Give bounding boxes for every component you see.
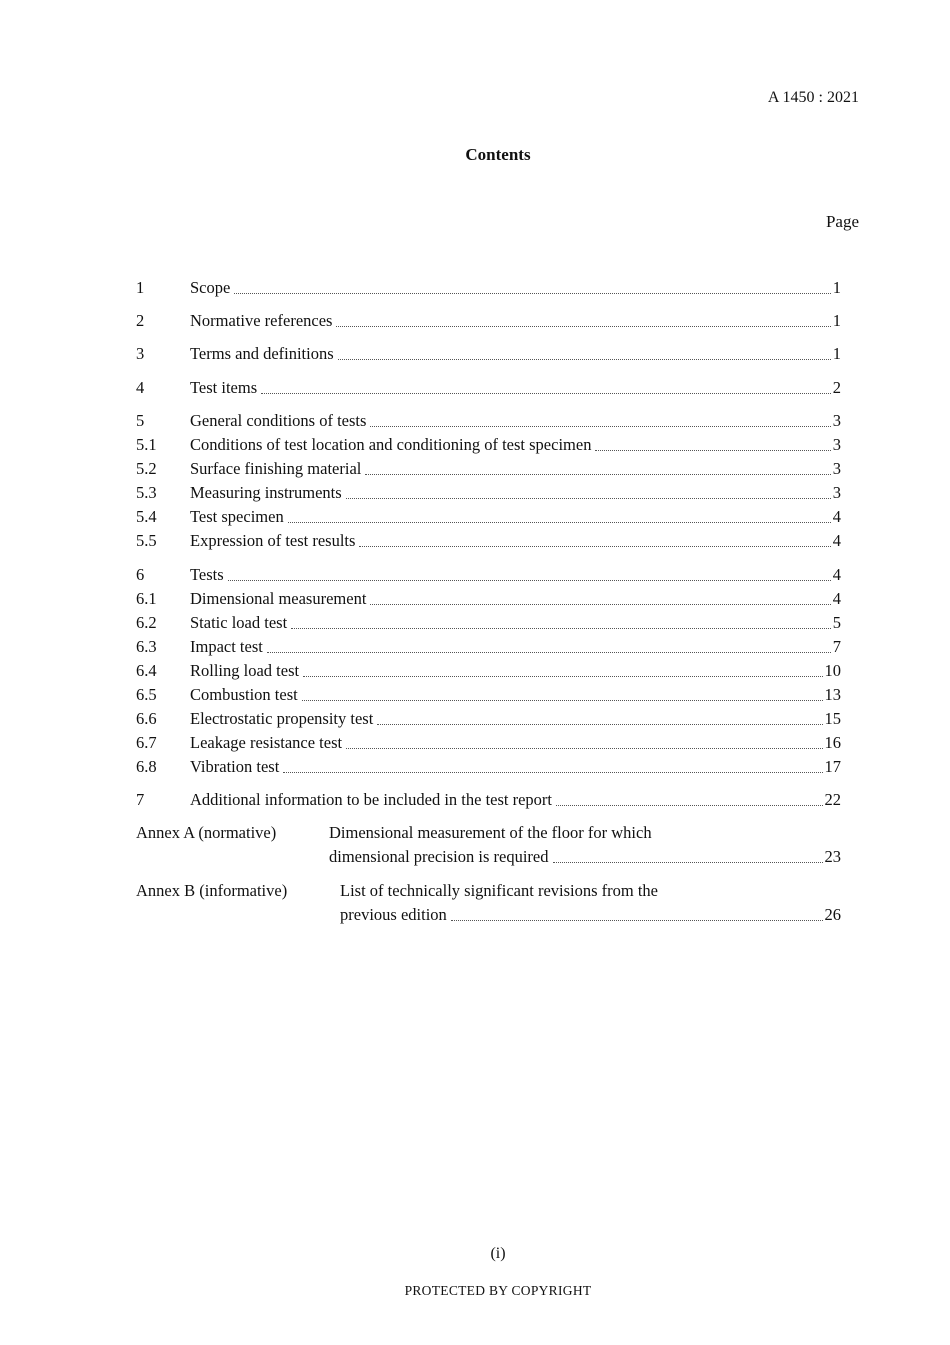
- leader-dots: [359, 546, 830, 547]
- annex-title-line: List of technically significant revisions from the: [340, 881, 659, 900]
- toc-label: Dimensional measurement: [190, 589, 367, 608]
- toc-number: 5.5: [136, 531, 157, 550]
- toc-number: 6.4: [136, 661, 157, 680]
- annex-title-continuation: [329, 847, 841, 867]
- toc-label: Electrostatic propensity test: [190, 709, 374, 728]
- toc-label: Test items: [190, 378, 258, 397]
- leader-dots: [451, 920, 823, 921]
- toc-number: 1: [136, 278, 145, 297]
- toc-page: 4: [832, 507, 841, 526]
- page-title: Contents: [465, 145, 531, 164]
- leader-dots: [365, 474, 830, 475]
- leader-dots: [336, 326, 830, 327]
- toc-entry[interactable]: [136, 613, 841, 635]
- leader-dots: [261, 393, 831, 394]
- toc-label: Expression of test results: [190, 531, 356, 550]
- toc-entry[interactable]: [136, 483, 841, 505]
- annex-title-line: dimensional precision is required: [329, 847, 549, 866]
- table-of-contents: [136, 0, 841, 1345]
- toc-number: 6.1: [136, 589, 157, 608]
- annex-heading: Annex B (informative): [136, 881, 288, 900]
- toc-number: 4: [136, 378, 145, 397]
- toc-page: 2: [832, 378, 841, 397]
- toc-page: 7: [832, 637, 841, 656]
- toc-number: 5.4: [136, 507, 157, 526]
- toc-entry[interactable]: [136, 344, 841, 366]
- toc-page: 1: [832, 344, 841, 363]
- toc-number: 2: [136, 311, 145, 330]
- toc-entry[interactable]: [136, 790, 841, 812]
- toc-entry[interactable]: [136, 411, 841, 433]
- toc-page: 13: [824, 685, 841, 704]
- leader-dots: [234, 293, 830, 294]
- annex-a-entry[interactable]: [136, 823, 841, 871]
- leader-dots: [553, 862, 823, 863]
- toc-label: Combustion test: [190, 685, 298, 704]
- leader-dots: [283, 772, 822, 773]
- toc-number: 5: [136, 411, 145, 430]
- toc-entry[interactable]: [136, 278, 841, 300]
- toc-entry[interactable]: [136, 378, 841, 400]
- leader-dots: [303, 676, 822, 677]
- toc-number: 6.8: [136, 757, 157, 776]
- toc-label: General conditions of tests: [190, 411, 367, 430]
- toc-number: 5.3: [136, 483, 157, 502]
- leader-dots: [228, 580, 831, 581]
- toc-page: 26: [824, 905, 841, 924]
- annex-b-entry[interactable]: [136, 881, 841, 929]
- toc-label: Scope: [190, 278, 231, 297]
- copyright-notice: PROTECTED BY COPYRIGHT: [404, 1283, 592, 1298]
- leader-dots: [346, 498, 831, 499]
- toc-page: 1: [832, 278, 841, 297]
- toc-entry[interactable]: [136, 637, 841, 659]
- toc-label: Vibration test: [190, 757, 280, 776]
- toc-page: 4: [832, 589, 841, 608]
- toc-entry[interactable]: [136, 757, 841, 779]
- leader-dots: [595, 450, 830, 451]
- toc-number: 6.6: [136, 709, 157, 728]
- toc-page: 10: [824, 661, 841, 680]
- toc-entry[interactable]: [136, 311, 841, 333]
- toc-number: 3: [136, 344, 145, 363]
- toc-page: 4: [832, 565, 841, 584]
- toc-page: 16: [824, 733, 841, 752]
- toc-label: Rolling load test: [190, 661, 300, 680]
- leader-dots: [377, 724, 822, 725]
- toc-page: 3: [832, 435, 841, 454]
- toc-label: Additional information to be included in the test report: [190, 790, 553, 809]
- leader-dots: [288, 522, 831, 523]
- toc-entry[interactable]: [136, 459, 841, 481]
- page-column-label: Page: [825, 212, 859, 231]
- toc-label: Terms and definitions: [190, 344, 334, 363]
- annex-title-line: previous edition: [340, 905, 447, 924]
- leader-dots: [346, 748, 822, 749]
- toc-label: Leakage resistance test: [190, 733, 343, 752]
- toc-number: 6.3: [136, 637, 157, 656]
- leader-dots: [302, 700, 823, 701]
- toc-entry[interactable]: [136, 589, 841, 611]
- toc-entry[interactable]: [136, 733, 841, 755]
- toc-page: 3: [832, 411, 841, 430]
- toc-entry[interactable]: [136, 709, 841, 731]
- annex-title-line: Dimensional measurement of the floor for which: [329, 823, 652, 842]
- toc-label: Measuring instruments: [190, 483, 342, 502]
- leader-dots: [291, 628, 831, 629]
- document-id: A 1450 : 2021: [767, 89, 859, 106]
- toc-number: 6: [136, 565, 145, 584]
- leader-dots: [338, 359, 831, 360]
- toc-entry[interactable]: [136, 685, 841, 707]
- toc-label: Tests: [190, 565, 224, 584]
- toc-page: 15: [824, 709, 841, 728]
- toc-page: 3: [832, 483, 841, 502]
- toc-entry[interactable]: [136, 661, 841, 683]
- toc-number: 7: [136, 790, 145, 809]
- toc-page: 5: [832, 613, 841, 632]
- toc-page: 17: [824, 757, 841, 776]
- toc-number: 6.5: [136, 685, 157, 704]
- toc-number: 5.2: [136, 459, 157, 478]
- toc-page: 4: [832, 531, 841, 550]
- toc-entry[interactable]: [136, 531, 841, 553]
- toc-number: 6.7: [136, 733, 157, 752]
- leader-dots: [267, 652, 831, 653]
- leader-dots: [370, 426, 830, 427]
- toc-entry[interactable]: [136, 435, 841, 457]
- toc-page: 22: [824, 790, 841, 809]
- toc-label: Surface finishing material: [190, 459, 362, 478]
- leader-dots: [370, 604, 830, 605]
- annex-title-continuation: [340, 905, 841, 925]
- toc-entry[interactable]: [136, 565, 841, 587]
- toc-entry[interactable]: [136, 507, 841, 529]
- toc-number: 5.1: [136, 435, 157, 454]
- toc-label: Impact test: [190, 637, 263, 656]
- toc-number: 6.2: [136, 613, 157, 632]
- page-number: (i): [490, 1245, 506, 1262]
- toc-label: Static load test: [190, 613, 288, 632]
- toc-page: 1: [832, 311, 841, 330]
- toc-page: 23: [824, 847, 841, 866]
- toc-label: Conditions of test location and conditioning of test specimen: [190, 435, 592, 454]
- leader-dots: [556, 805, 822, 806]
- toc-label: Test specimen: [190, 507, 284, 526]
- toc-page: 3: [832, 459, 841, 478]
- annex-heading: Annex A (normative): [136, 823, 277, 842]
- toc-label: Normative references: [190, 311, 333, 330]
